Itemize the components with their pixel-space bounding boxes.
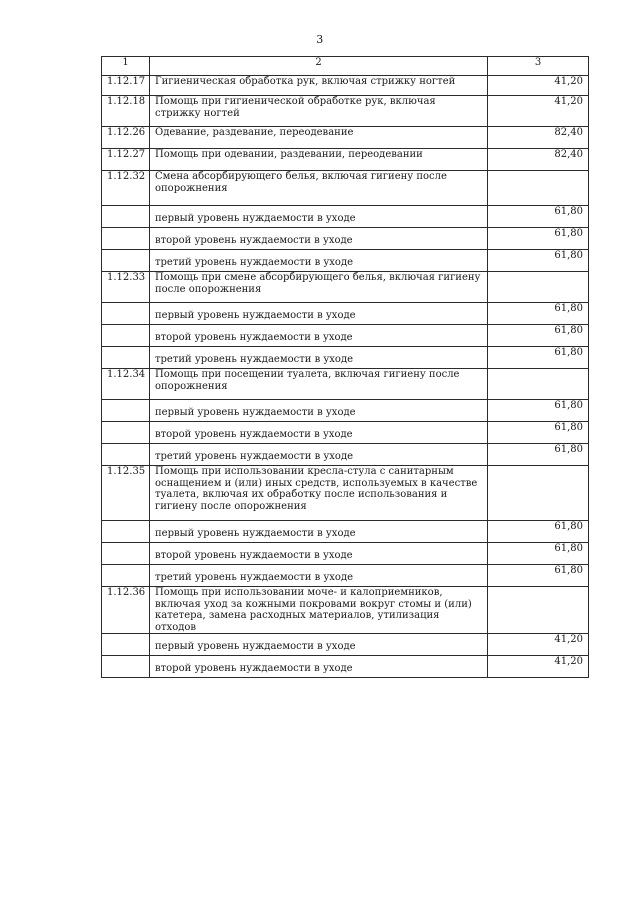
table-row bbox=[102, 656, 589, 678]
table-row bbox=[102, 325, 589, 347]
service-code-cell bbox=[102, 325, 150, 347]
service-price-cell bbox=[488, 369, 589, 400]
service-code-cell: 1.12.17 bbox=[102, 76, 150, 96]
service-description-cell: Помощь при посещении туалета, включая гигиену после опорожнения bbox=[150, 369, 488, 400]
table-row bbox=[102, 303, 589, 325]
service-price-cell: 61,80 bbox=[488, 543, 589, 565]
table-body bbox=[102, 57, 589, 678]
service-price-cell: 61,80 bbox=[488, 303, 589, 325]
table-row bbox=[102, 206, 589, 228]
service-price-cell: 41,20 bbox=[488, 634, 589, 656]
service-price-cell bbox=[488, 272, 589, 303]
service-code-cell: 1.12.35 bbox=[102, 466, 150, 521]
service-description-cell: второй уровень нуждаемости в уходе bbox=[150, 228, 488, 250]
service-description-cell: первый уровень нуждаемости в уходе bbox=[150, 521, 488, 543]
service-price-cell: 61,80 bbox=[488, 444, 589, 466]
service-description-cell: Помощь при смене абсорбирующего белья, включая гигиену после опорожнения bbox=[150, 272, 488, 303]
service-description-cell: второй уровень нуждаемости в уходе bbox=[150, 543, 488, 565]
service-description-cell: Помощь при использовании моче- и калоприемников, включая уход за кожными покровами вокруг стомы и (или) катетера, замена расходных материалов, утилизация отходов bbox=[150, 587, 488, 634]
table-row bbox=[102, 250, 589, 272]
table-row bbox=[102, 369, 589, 400]
table-row bbox=[102, 466, 589, 521]
table-row bbox=[102, 521, 589, 543]
service-description-cell: первый уровень нуждаемости в уходе bbox=[150, 400, 488, 422]
service-description-cell: второй уровень нуждаемости в уходе bbox=[150, 325, 488, 347]
service-price-cell: 61,80 bbox=[488, 422, 589, 444]
service-description-cell: третий уровень нуждаемости в уходе bbox=[150, 444, 488, 466]
service-price-cell: 61,80 bbox=[488, 565, 589, 587]
column-header-1: 1 bbox=[102, 57, 150, 76]
service-price-cell: 41,20 bbox=[488, 96, 589, 127]
table-row bbox=[102, 400, 589, 422]
service-description-cell: Смена абсорбирующего белья, включая гигиену после опорожнения bbox=[150, 171, 488, 206]
table-row bbox=[102, 444, 589, 466]
service-description-cell: второй уровень нуждаемости в уходе bbox=[150, 422, 488, 444]
service-price-cell: 61,80 bbox=[488, 250, 589, 272]
service-price-cell: 82,40 bbox=[488, 149, 589, 171]
service-price-cell: 61,80 bbox=[488, 521, 589, 543]
table-row bbox=[102, 565, 589, 587]
service-description-cell: третий уровень нуждаемости в уходе bbox=[150, 250, 488, 272]
tariff-table bbox=[101, 56, 589, 678]
service-price-cell: 61,80 bbox=[488, 325, 589, 347]
service-description-cell: первый уровень нуждаемости в уходе bbox=[150, 634, 488, 656]
page-number: 3 bbox=[316, 33, 324, 46]
service-code-cell: 1.12.33 bbox=[102, 272, 150, 303]
service-price-cell: 41,20 bbox=[488, 656, 589, 678]
service-description-cell: Одевание, раздевание, переодевание bbox=[150, 127, 488, 149]
service-code-cell bbox=[102, 250, 150, 272]
table-row bbox=[102, 228, 589, 250]
table-row bbox=[102, 76, 589, 96]
column-header-2: 2 bbox=[150, 57, 488, 76]
service-price-cell bbox=[488, 466, 589, 521]
table-row bbox=[102, 422, 589, 444]
table-row bbox=[102, 587, 589, 634]
service-code-cell: 1.12.36 bbox=[102, 587, 150, 634]
service-description-cell: Помощь при гигиенической обработке рук, включая стрижку ногтей bbox=[150, 96, 488, 127]
service-description-cell: третий уровень нуждаемости в уходе bbox=[150, 347, 488, 369]
column-header-3: 3 bbox=[488, 57, 589, 76]
service-price-cell: 41,20 bbox=[488, 76, 589, 96]
service-description-cell: первый уровень нуждаемости в уходе bbox=[150, 303, 488, 325]
service-description-cell: второй уровень нуждаемости в уходе bbox=[150, 656, 488, 678]
service-description-cell: первый уровень нуждаемости в уходе bbox=[150, 206, 488, 228]
table-row bbox=[102, 634, 589, 656]
table-row bbox=[102, 149, 589, 171]
service-code-cell bbox=[102, 400, 150, 422]
service-code-cell bbox=[102, 656, 150, 678]
service-code-cell bbox=[102, 565, 150, 587]
service-price-cell: 82,40 bbox=[488, 127, 589, 149]
service-description-cell: Помощь при использовании кресла-стула с санитарным оснащением и (или) иных средств, используемых в качестве туалета, включая их обработку после использования и гигиену после опорожнения bbox=[150, 466, 488, 521]
service-code-cell bbox=[102, 347, 150, 369]
service-description-cell: Помощь при одевании, раздевании, переодевании bbox=[150, 149, 488, 171]
service-code-cell bbox=[102, 206, 150, 228]
service-description-cell: третий уровень нуждаемости в уходе bbox=[150, 565, 488, 587]
service-code-cell bbox=[102, 228, 150, 250]
service-price-cell: 61,80 bbox=[488, 228, 589, 250]
service-code-cell: 1.12.27 bbox=[102, 149, 150, 171]
service-description-cell: Гигиеническая обработка рук, включая стрижку ногтей bbox=[150, 76, 488, 96]
table-row bbox=[102, 171, 589, 206]
service-code-cell bbox=[102, 543, 150, 565]
service-code-cell: 1.12.18 bbox=[102, 96, 150, 127]
table-row bbox=[102, 347, 589, 369]
table-row bbox=[102, 127, 589, 149]
service-price-cell: 61,80 bbox=[488, 400, 589, 422]
service-price-cell: 61,80 bbox=[488, 347, 589, 369]
service-code-cell: 1.12.34 bbox=[102, 369, 150, 400]
table-row bbox=[102, 543, 589, 565]
service-code-cell bbox=[102, 521, 150, 543]
table-header-row bbox=[102, 57, 589, 76]
service-price-cell: 61,80 bbox=[488, 206, 589, 228]
service-code-cell bbox=[102, 303, 150, 325]
service-code-cell bbox=[102, 634, 150, 656]
table-row bbox=[102, 96, 589, 127]
service-price-cell bbox=[488, 587, 589, 634]
service-code-cell: 1.12.26 bbox=[102, 127, 150, 149]
service-code-cell bbox=[102, 422, 150, 444]
table-row bbox=[102, 272, 589, 303]
service-code-cell bbox=[102, 444, 150, 466]
service-code-cell: 1.12.32 bbox=[102, 171, 150, 206]
service-price-cell bbox=[488, 171, 589, 206]
